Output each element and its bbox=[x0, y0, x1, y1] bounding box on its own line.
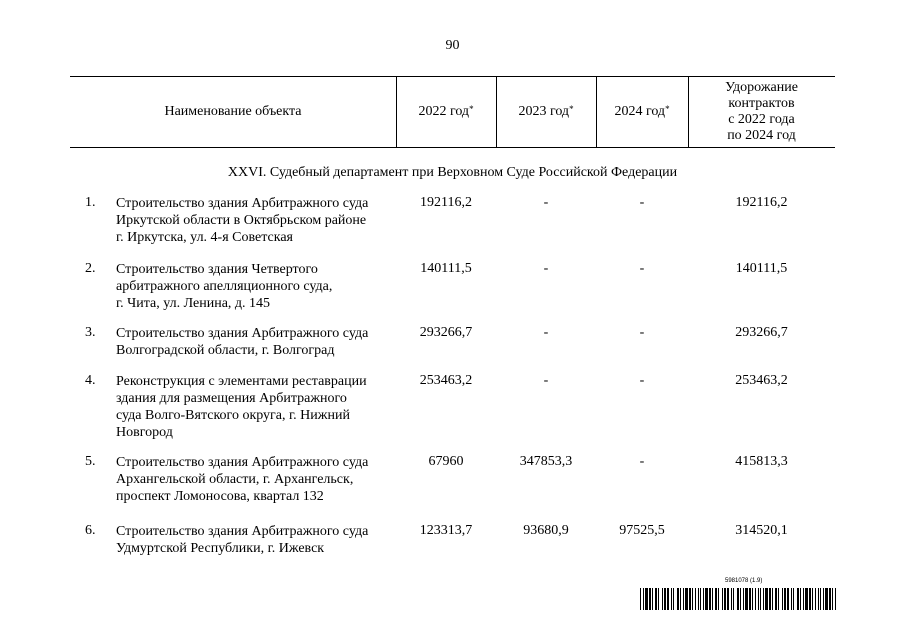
row-name-line: Волгоградской области, г. Волгоград bbox=[116, 343, 335, 358]
header-2022 bbox=[396, 76, 496, 147]
barcode-bar bbox=[758, 588, 759, 610]
row-name-line: арбитражного апелляционного суда, bbox=[116, 279, 333, 294]
barcode-bar bbox=[649, 588, 651, 610]
barcode-bar bbox=[685, 588, 688, 610]
barcode-bar bbox=[689, 588, 691, 610]
row-name-line: Архангельской области, г. Архангельск, bbox=[116, 472, 354, 487]
barcode-bar bbox=[835, 588, 836, 610]
row-name-line: проспект Ломоносова, квартал 132 bbox=[116, 489, 324, 504]
barcode-bar bbox=[760, 588, 761, 610]
barcode-bar bbox=[791, 588, 792, 610]
barcode-bar bbox=[664, 588, 666, 610]
header-name-label: Наименование объекта bbox=[164, 103, 302, 119]
barcode-bar bbox=[692, 588, 693, 610]
header-2022-label: 2022 год bbox=[418, 103, 470, 119]
barcode-bar bbox=[658, 588, 659, 610]
barcode-bar bbox=[829, 588, 831, 610]
barcode-bar bbox=[769, 588, 771, 610]
row-number: 2. bbox=[85, 261, 96, 276]
row-object-name bbox=[116, 373, 406, 441]
row-value-increase: 314520,1 bbox=[735, 523, 788, 538]
barcode-bar bbox=[652, 588, 653, 610]
barcode-label: 5981078 (1.9) bbox=[725, 578, 763, 584]
row-value-2023: - bbox=[543, 373, 549, 388]
barcode-bar bbox=[643, 588, 644, 610]
row-name-line: Строительство здания Арбитражного суда bbox=[116, 326, 369, 341]
row-value-2024: - bbox=[639, 373, 645, 388]
row-value-2022: 293266,7 bbox=[419, 325, 473, 340]
header-increase bbox=[688, 76, 835, 147]
row-number: 5. bbox=[85, 454, 96, 469]
barcode-bar bbox=[645, 588, 648, 610]
barcode-bar bbox=[695, 588, 696, 610]
row-value-2023: 93680,9 bbox=[523, 523, 569, 538]
barcode-bar bbox=[823, 588, 824, 610]
row-value-2024: - bbox=[639, 454, 645, 469]
barcode-bar bbox=[731, 588, 732, 610]
barcode-bar bbox=[805, 588, 808, 610]
row-name-line: Строительство здания Четвертого bbox=[116, 262, 318, 277]
row-number: 6. bbox=[85, 523, 96, 538]
row-object-name bbox=[116, 325, 406, 359]
barcode-bar bbox=[818, 588, 819, 610]
barcode-bar bbox=[820, 588, 821, 610]
barcode-bar bbox=[809, 588, 811, 610]
row-value-2022: 253463,2 bbox=[419, 373, 473, 388]
barcode-bar bbox=[727, 588, 729, 610]
barcode-bar bbox=[703, 588, 704, 610]
barcode-bar bbox=[778, 588, 779, 610]
header-increase-line: с 2022 года bbox=[728, 111, 795, 127]
header-2023 bbox=[496, 76, 596, 147]
row-name-line: Удмуртской Республики, г. Ижевск bbox=[116, 541, 325, 556]
barcode-bar bbox=[815, 588, 816, 610]
row-name-line: Новгород bbox=[116, 425, 173, 440]
row-name-line: г. Иркутска, ул. 4-я Советская bbox=[116, 230, 293, 245]
barcode-bar bbox=[718, 588, 719, 610]
barcode-bar bbox=[775, 588, 777, 610]
row-value-increase: 293266,7 bbox=[735, 325, 788, 340]
row-value-2023: - bbox=[543, 195, 549, 210]
barcode-bar bbox=[683, 588, 684, 610]
barcode-bar bbox=[787, 588, 789, 610]
barcode-image bbox=[640, 588, 836, 610]
barcode-bar bbox=[737, 588, 739, 610]
row-number: 3. bbox=[85, 325, 96, 340]
barcode-bar bbox=[825, 588, 828, 610]
row-value-2023: 347853,3 bbox=[519, 454, 573, 469]
barcode-bar bbox=[793, 588, 794, 610]
row-value-2024: - bbox=[639, 195, 645, 210]
footnote-asterisk: * bbox=[665, 103, 670, 114]
barcode-bar bbox=[715, 588, 717, 610]
row-value-2022: 67960 bbox=[428, 454, 464, 469]
barcode-bar bbox=[655, 588, 657, 610]
barcode-bar bbox=[724, 588, 726, 610]
barcode-bar bbox=[640, 588, 641, 610]
barcode-bar bbox=[743, 588, 744, 610]
row-value-2023: - bbox=[543, 261, 549, 276]
row-value-increase: 140111,5 bbox=[735, 261, 788, 276]
row-number: 1. bbox=[85, 195, 96, 210]
header-increase-line: Удорожание bbox=[725, 79, 798, 95]
barcode-bar bbox=[784, 588, 786, 610]
barcode-bar bbox=[740, 588, 741, 610]
row-name-line: г. Чита, ул. Ленина, д. 145 bbox=[116, 296, 271, 311]
header-2023-label: 2023 год bbox=[518, 103, 570, 119]
barcode-bar bbox=[709, 588, 711, 610]
row-value-2023: - bbox=[543, 325, 549, 340]
barcode-bar bbox=[722, 588, 723, 610]
row-object-name bbox=[116, 261, 406, 312]
barcode-bar bbox=[712, 588, 713, 610]
header-name bbox=[70, 76, 396, 147]
header-increase-line: контрактов bbox=[728, 95, 795, 111]
row-value-2022: 140111,5 bbox=[420, 261, 472, 276]
barcode-bar bbox=[745, 588, 748, 610]
row-value-2022: 123313,7 bbox=[419, 523, 473, 538]
barcode-bar bbox=[803, 588, 804, 610]
row-value-2024: 97525,5 bbox=[619, 523, 665, 538]
row-name-line: Строительство здания Арбитражного суда bbox=[116, 524, 369, 539]
barcode-bar bbox=[763, 588, 764, 610]
row-object-name bbox=[116, 454, 406, 505]
barcode-bar bbox=[662, 588, 663, 610]
barcode-bar bbox=[733, 588, 734, 610]
row-object-name bbox=[116, 523, 406, 557]
row-number: 4. bbox=[85, 373, 96, 388]
barcode-bar bbox=[680, 588, 681, 610]
header-2024 bbox=[596, 76, 688, 147]
barcode-bar bbox=[749, 588, 751, 610]
header-2024-label: 2024 год bbox=[614, 103, 666, 119]
barcode-bar bbox=[677, 588, 679, 610]
barcode-bar bbox=[812, 588, 813, 610]
row-object-name bbox=[116, 195, 406, 246]
barcode-bar bbox=[700, 588, 701, 610]
barcode-bar bbox=[705, 588, 708, 610]
row-name-line: здания для размещения Арбитражного bbox=[116, 391, 347, 406]
barcode-bar bbox=[752, 588, 753, 610]
barcode-bar bbox=[782, 588, 783, 610]
barcode-bar bbox=[673, 588, 674, 610]
row-value-2024: - bbox=[639, 325, 645, 340]
row-value-2024: - bbox=[639, 261, 645, 276]
barcode-bar bbox=[755, 588, 756, 610]
row-name-line: Строительство здания Арбитражного суда bbox=[116, 196, 369, 211]
barcode-bar bbox=[765, 588, 768, 610]
footnote-asterisk: * bbox=[469, 103, 474, 114]
page-number: 90 bbox=[445, 38, 460, 53]
row-value-2022: 192116,2 bbox=[420, 195, 472, 210]
table-header-bottom-rule bbox=[70, 147, 835, 148]
row-value-increase: 415813,3 bbox=[735, 454, 788, 469]
barcode-bar bbox=[671, 588, 672, 610]
barcode-bar bbox=[667, 588, 669, 610]
barcode-bar bbox=[772, 588, 773, 610]
barcode-bar bbox=[832, 588, 833, 610]
row-name-line: Иркутской области в Октябрьском районе bbox=[116, 213, 367, 228]
section-title: XXVI. Судебный департамент при Верховном Суде Российской Федерации bbox=[227, 165, 678, 180]
footnote-asterisk: * bbox=[569, 103, 574, 114]
row-name-line: Строительство здания Арбитражного суда bbox=[116, 455, 369, 470]
row-value-increase: 253463,2 bbox=[735, 373, 788, 388]
row-value-increase: 192116,2 bbox=[735, 195, 788, 210]
row-name-line: Реконструкция с элементами реставрации bbox=[116, 374, 367, 389]
row-name-line: суда Волго-Вятского округа, г. Нижний bbox=[116, 408, 350, 423]
header-increase-line: по 2024 год bbox=[727, 127, 796, 143]
barcode-bar bbox=[800, 588, 801, 610]
barcode-bar bbox=[698, 588, 699, 610]
barcode-bar bbox=[797, 588, 799, 610]
